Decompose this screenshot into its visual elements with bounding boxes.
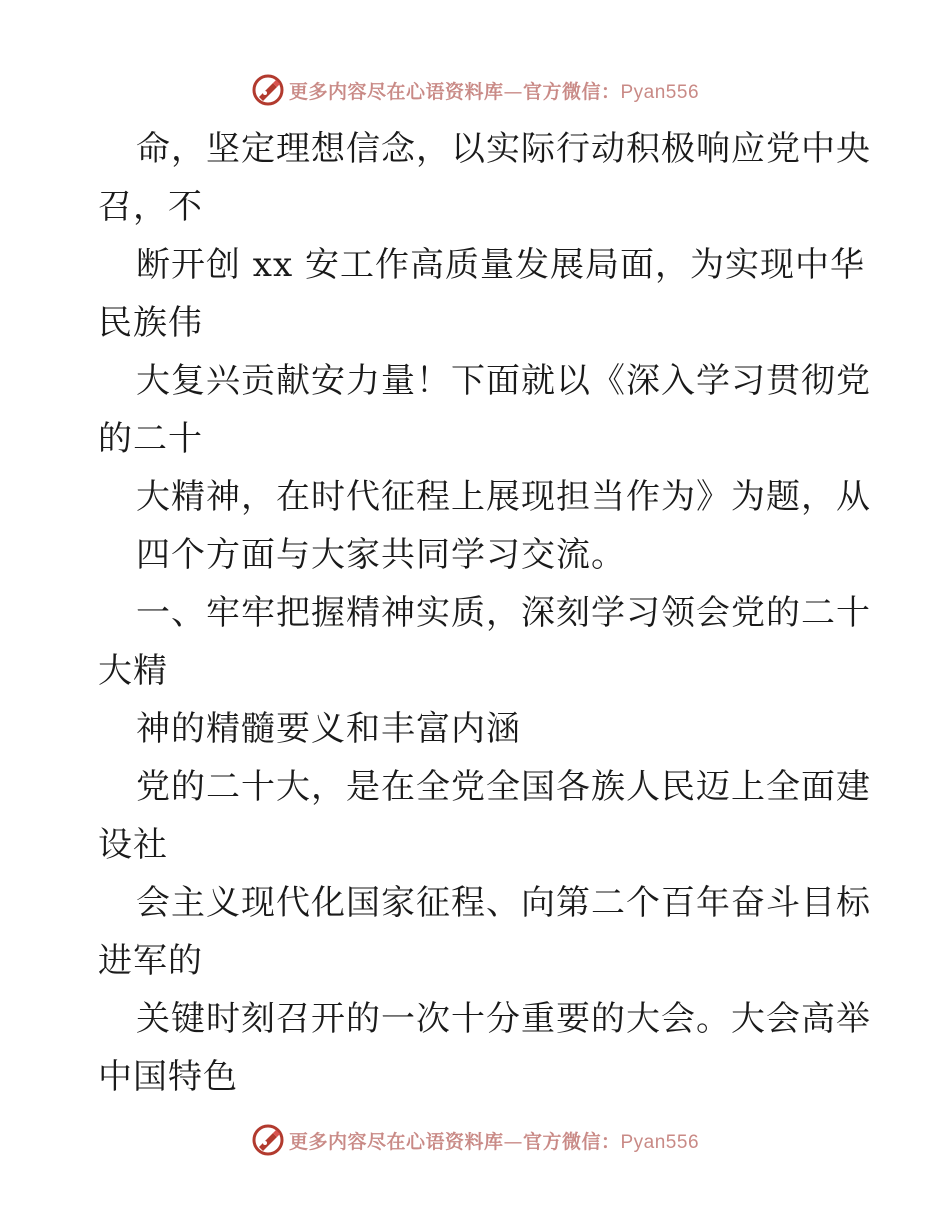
section-heading: 神的精髓要义和丰富内涵	[136, 709, 521, 749]
text-line: 召，不	[98, 187, 203, 227]
banner-wechat-id: Pyan556	[620, 81, 700, 103]
pen-logo-icon	[251, 1123, 285, 1157]
text-line: 设社	[98, 825, 168, 865]
section-heading: 一、牢牢把握精神实质，深刻学习领会党的二十	[136, 593, 871, 633]
banner-wechat-label: 官方微信：	[522, 1130, 621, 1153]
text-line: 会主义现代化国家征程、向第二个百年奋斗目标	[136, 883, 871, 923]
text-line: 的二十	[98, 419, 203, 459]
banner-wechat-label: 官方微信：	[522, 80, 621, 103]
section-heading: 大精	[98, 651, 168, 691]
text-line: 关键时刻召开的一次十分重要的大会。大会高举	[136, 999, 871, 1039]
banner-wechat-id: Pyan556	[620, 1131, 700, 1153]
document-body	[98, 120, 871, 1106]
banner-brand: 更多内容尽在心语资料库	[288, 1130, 504, 1153]
text-line: 进军的	[98, 941, 203, 981]
text-line: 党的二十大，是在全党全国各族人民迈上全面建	[136, 767, 871, 807]
text-line: 命，坚定理想信念，以实际行动积极响应党中央	[136, 129, 871, 169]
header-banner	[0, 70, 950, 110]
pen-logo-icon	[251, 73, 285, 107]
text-line: 中国特色	[98, 1057, 238, 1097]
text-line: 民族伟	[98, 303, 203, 343]
text-line: 大复兴贡献安力量！下面就以《深入学习贯彻党	[136, 361, 871, 401]
text-line: 大精神，在时代征程上展现担当作为》为题，从	[136, 477, 871, 517]
footer-banner	[0, 1120, 950, 1160]
text-line: 四个方面与大家共同学习交流。	[136, 535, 626, 575]
text-line: 断开创 xx 安工作高质量发展局面，为实现中华	[136, 245, 865, 285]
banner-brand: 更多内容尽在心语资料库	[288, 80, 504, 103]
banner-text	[289, 1127, 699, 1154]
banner-dash: —	[503, 1130, 523, 1153]
banner-text	[289, 77, 699, 104]
banner-dash: —	[503, 80, 523, 103]
